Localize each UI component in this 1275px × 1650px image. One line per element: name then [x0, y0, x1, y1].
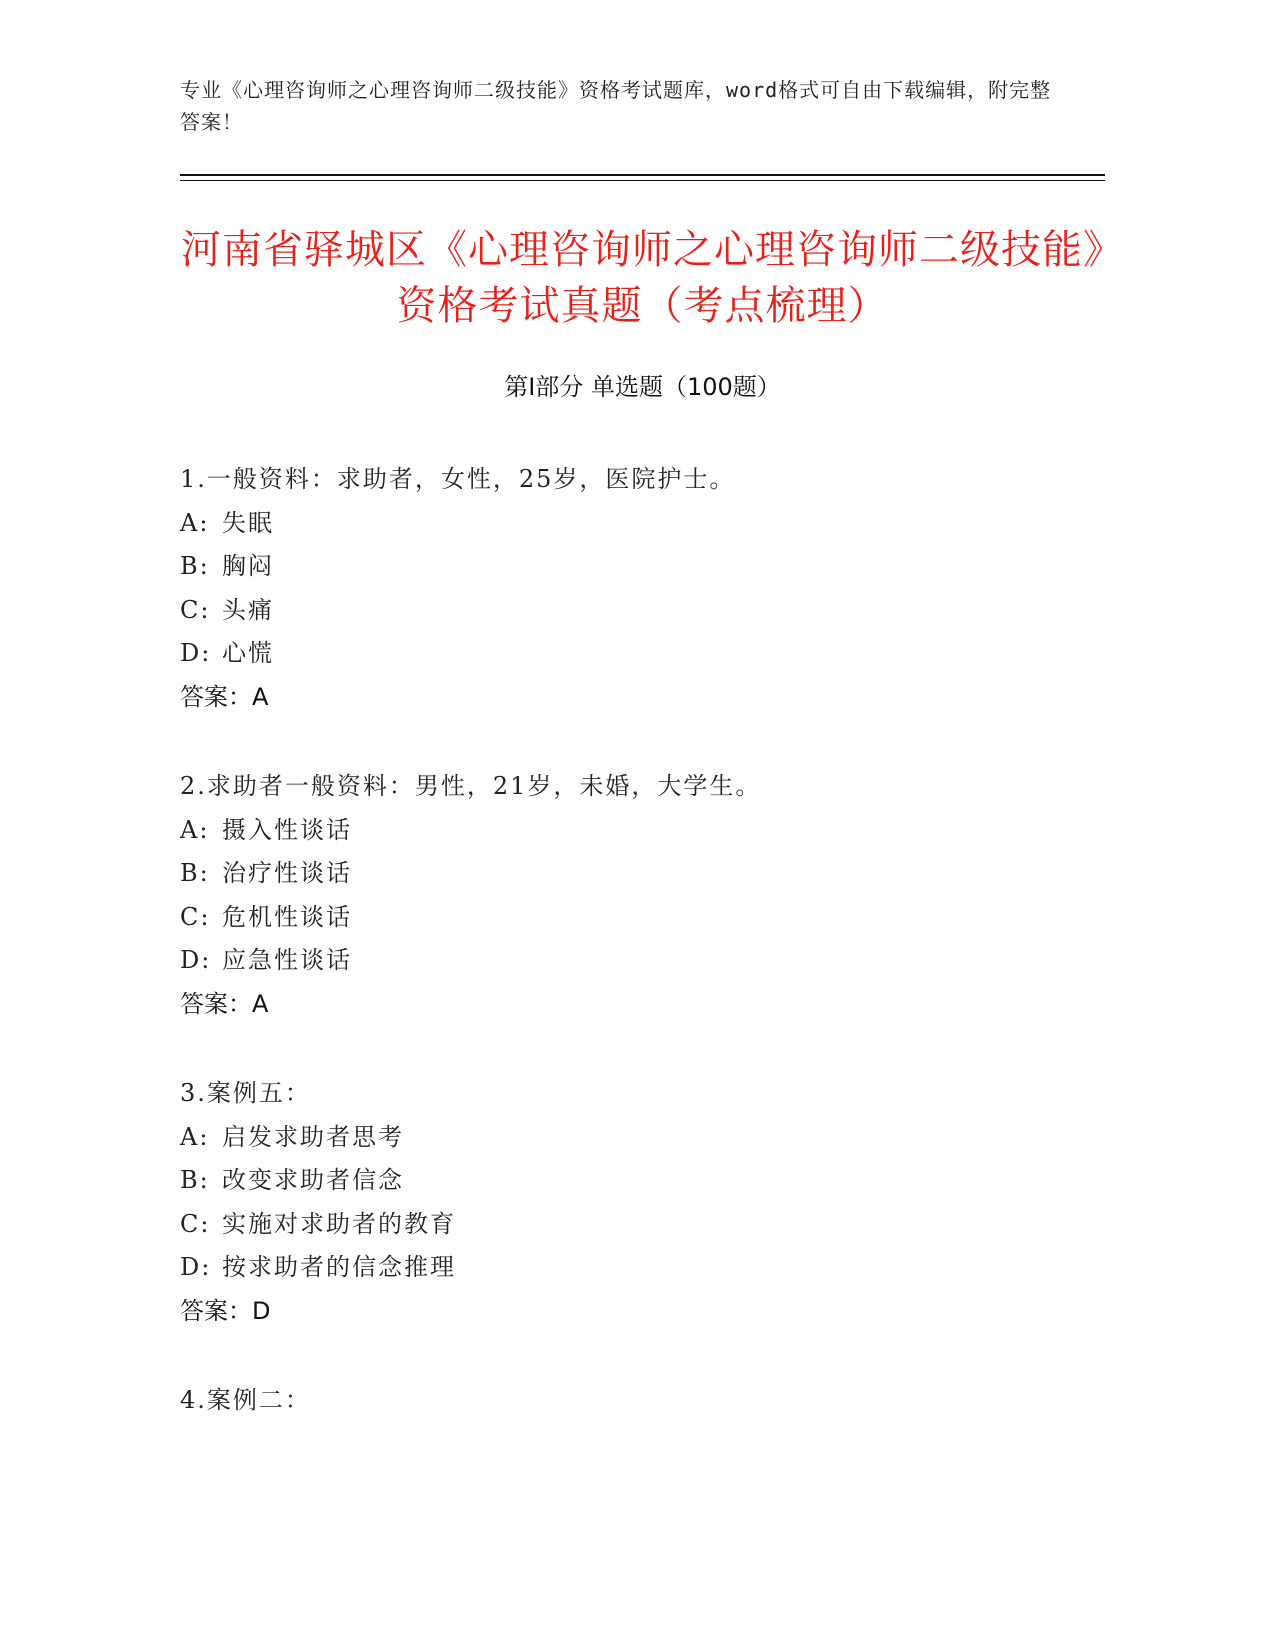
option-text: 实施对求助者的教育	[222, 1209, 456, 1238]
header-divider-thin	[180, 180, 1105, 181]
option-c	[180, 896, 1105, 940]
section-title: 第Ⅰ部分 单选题（100题）	[504, 373, 781, 401]
question-stem: 1.一般资料：求助者，女性，25岁，医院护士。	[180, 465, 736, 493]
question-1	[180, 458, 1105, 719]
option-a	[180, 1116, 1105, 1160]
question-4	[180, 1379, 1105, 1423]
option-text: 失眠	[222, 508, 274, 537]
option-b	[180, 852, 1105, 896]
option-key: C:	[180, 902, 211, 931]
option-text: 危机性谈话	[222, 902, 352, 931]
question-list	[180, 458, 1105, 1469]
option-key: A:	[180, 815, 210, 844]
option-key: B:	[180, 552, 210, 580]
option-key: A:	[180, 508, 210, 537]
option-text: 改变求助者信念	[222, 1166, 404, 1194]
answer-line: 答案：D	[180, 1296, 271, 1325]
answer-line: 答案：A	[180, 682, 269, 711]
option-text: 治疗性谈话	[222, 859, 352, 887]
option-text: 头痛	[222, 595, 274, 624]
question-3	[180, 1072, 1105, 1333]
option-c	[180, 1203, 1105, 1247]
option-key: D:	[180, 1253, 212, 1281]
question-2	[180, 765, 1105, 1026]
option-key: B:	[180, 1166, 210, 1194]
answer-line: 答案：A	[180, 989, 269, 1018]
option-b	[180, 545, 1105, 589]
header-divider-thick	[180, 174, 1105, 176]
option-a	[180, 502, 1105, 546]
option-text: 心慌	[222, 639, 274, 667]
option-text: 摄入性谈话	[222, 815, 352, 844]
option-key: D:	[180, 639, 212, 667]
option-key: C:	[180, 1209, 211, 1238]
question-stem: 3.案例五：	[180, 1079, 311, 1107]
question-stem: 4.案例二：	[180, 1386, 311, 1414]
question-stem: 2.求助者一般资料：男性，21岁，未婚，大学生。	[180, 772, 762, 800]
header-note: 专业《心理咨询师之心理咨询师二级技能》资格考试题库，word格式可自由下载编辑，附完整答案！	[180, 78, 1052, 134]
option-key: B:	[180, 859, 210, 887]
option-key: D:	[180, 946, 212, 974]
option-text: 应急性谈话	[222, 946, 352, 974]
option-key: A:	[180, 1122, 210, 1151]
option-c	[180, 589, 1105, 633]
option-d	[180, 632, 1105, 676]
option-text: 胸闷	[222, 552, 274, 580]
option-d	[180, 1246, 1105, 1290]
option-d	[180, 939, 1105, 983]
option-text: 按求助者的信念推理	[222, 1253, 456, 1281]
option-key: C:	[180, 595, 211, 624]
option-a	[180, 809, 1105, 853]
option-text: 启发求助者思考	[222, 1122, 404, 1151]
document-title: 河南省驿城区《心理咨询师之心理咨询师二级技能》资格考试真题（考点梳理）	[181, 227, 1104, 329]
option-b	[180, 1159, 1105, 1203]
